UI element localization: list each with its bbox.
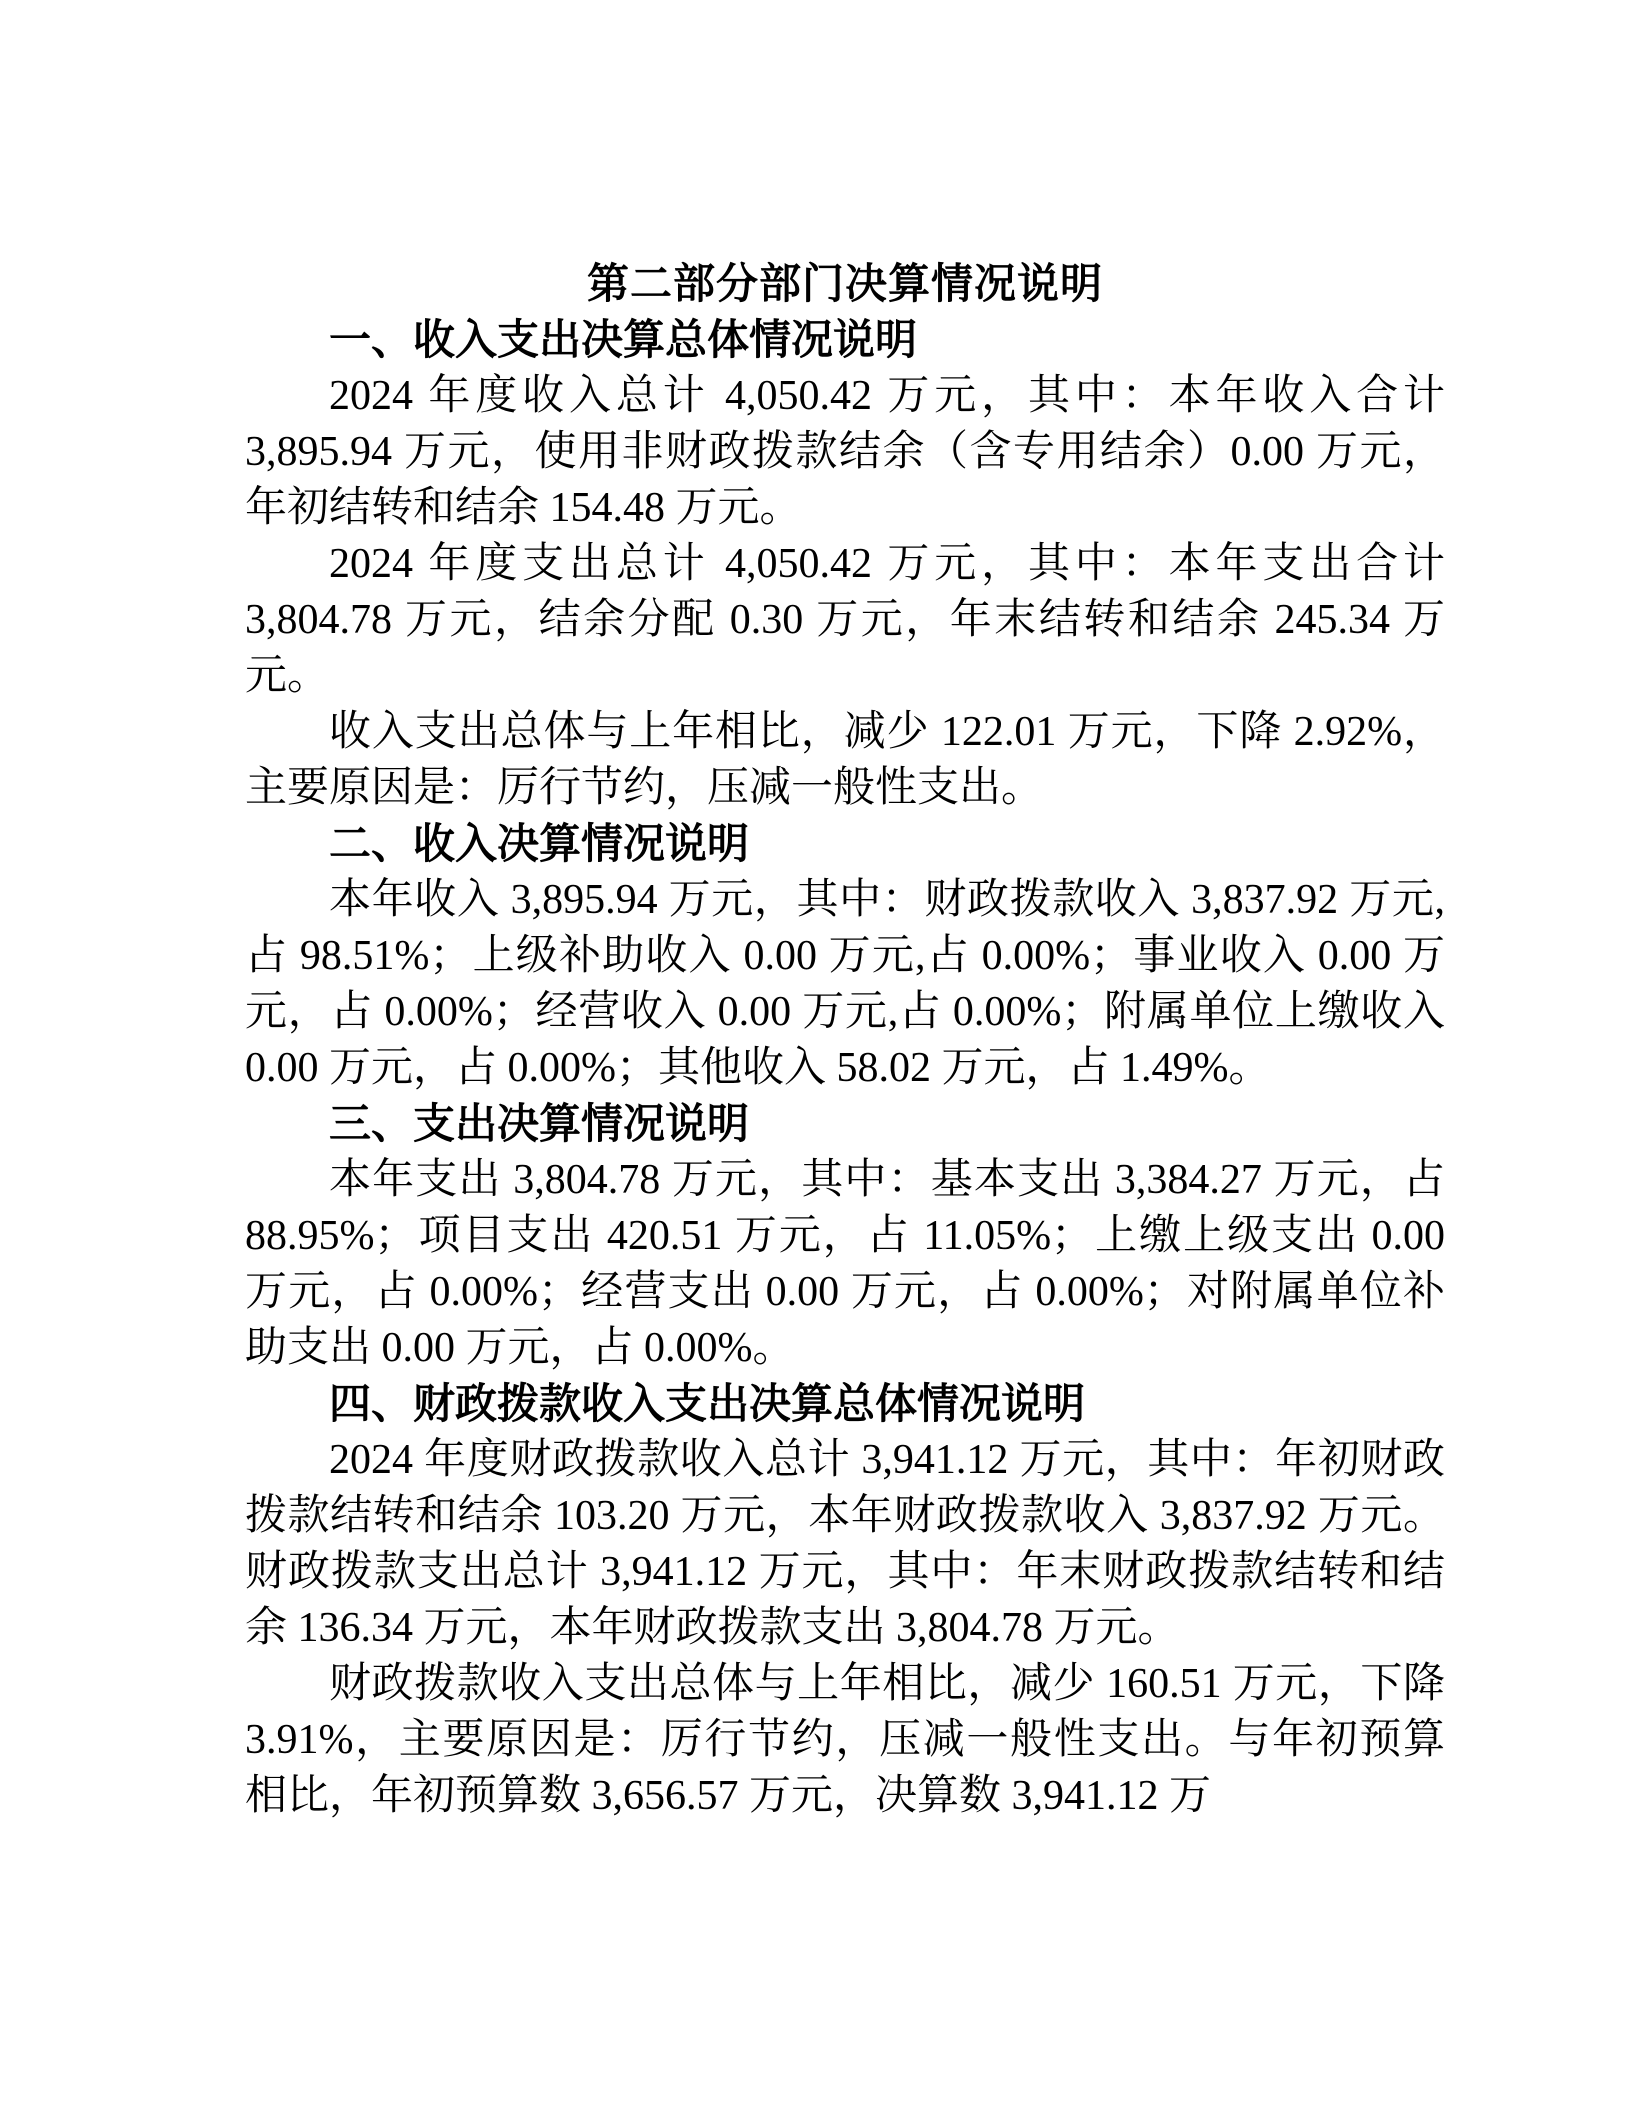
doc-title: 第二部分部门决算情况说明 [586,260,1103,307]
section-1-heading: 一、收入支出决算总体情况说明 [329,316,918,363]
section-3-heading: 三、支出决算情况说明 [329,1100,750,1147]
section-4-heading: 四、财政拨款收入支出决算总体情况说明 [329,1380,1086,1427]
section-4-paragraph-2: 财政拨款收入支出总体与上年相比，减少 160.51 万元，下降 3.91%，主要原因是：厉行节约，压减一般性支出。与年初预算相比，年初预算数 3,656.57 万元，决算数 3,941.12 万 [245,1661,1445,1819]
section-1-paragraph-1: 2024 年度收入总计 4,050.42 万元，其中：本年收入合计 3,895.94 万元，使用非财政拨款结余（含专用结余）0.00 万元，年初结转和结余 154.48 万元。 [245,373,1445,531]
document-content [245,256,1445,1824]
section-1-paragraph-2: 2024 年度支出总计 4,050.42 万元，其中：本年支出合计 3,804.78 万元，结余分配 0.30 万元，年末结转和结余 245.34 万元。 [245,541,1445,699]
section-1-paragraph-3: 收入支出总体与上年相比，减少 122.01 万元，下降 2.92%，主要原因是：厉行节约，压减一般性支出。 [245,709,1445,811]
section-2-paragraph-1: 本年收入 3,895.94 万元，其中：财政拨款收入 3,837.92 万元,占 98.51%；上级补助收入 0.00 万元,占 0.00%；事业收入 0.00 万元，占 0.00%；经营收入 0.00 万元,占 0.00%；附属单位上缴收入 0.00 万元，占 0.00%；其他收入 58.02 万元，占 1.49%。 [245,877,1445,1091]
section-2-heading: 二、收入决算情况说明 [329,820,750,867]
section-3-paragraph-1: 本年支出 3,804.78 万元，其中：基本支出 3,384.27 万元，占 88.95%；项目支出 420.51 万元，占 11.05%；上缴上级支出 0.00 万元，占 0.00%；经营支出 0.00 万元，占 0.00%；对附属单位补助支出 0.00 万元，占 0.00%。 [245,1157,1445,1371]
section-4-paragraph-1: 2024 年度财政拨款收入总计 3,941.12 万元，其中：年初财政拨款结转和结余 103.20 万元，本年财政拨款收入 3,837.92 万元。财政拨款支出总计 3,941.12 万元，其中：年末财政拨款结转和结余 136.34 万元，本年财政拨款支出 3,804.78 万元。 [245,1437,1445,1651]
